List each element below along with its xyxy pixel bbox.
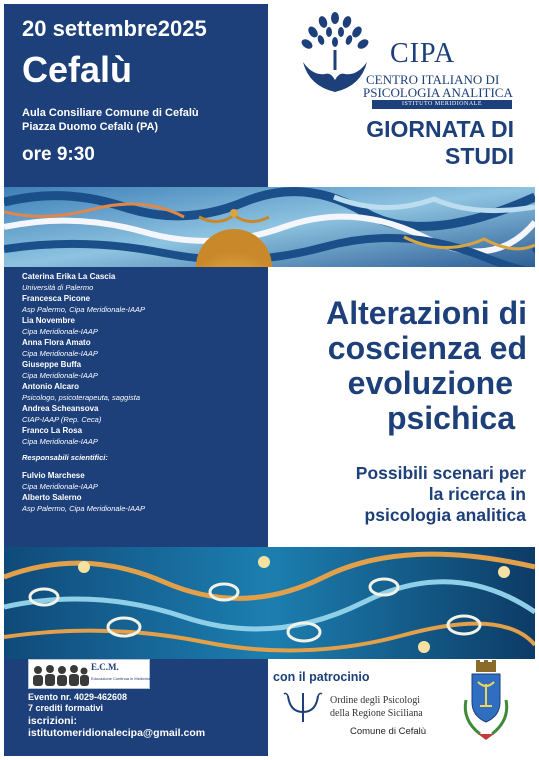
cipa-institute-bar: ISTITUTO MERIDIONALE: [372, 100, 512, 109]
speaker-item: [22, 293, 262, 315]
speaker-name: Lia Novembre: [22, 316, 75, 325]
comune-label: Comune di Cefalù: [350, 726, 427, 737]
event-city: Cefalù: [22, 49, 133, 90]
artwork-band-bottom: [4, 547, 535, 659]
event-type: [300, 116, 514, 170]
cipa-title: CIPA: [390, 38, 456, 69]
event-time: ore 9:30: [22, 144, 95, 165]
responsabile-affiliation: Asp Palermo, Cipa Meridionale-IAAP: [22, 504, 145, 513]
speaker-item: [22, 359, 262, 381]
responsabile-item: [22, 470, 262, 492]
main-title-line-1: Alterazioni di: [326, 295, 527, 331]
speaker-item: [22, 337, 262, 359]
speaker-name: Caterina Erika La Cascia: [22, 272, 116, 281]
patronage-label: con il patrocinio: [273, 670, 370, 684]
event-type-line-1: GIORNATA DI: [366, 116, 514, 142]
speaker-item: [22, 403, 262, 425]
speaker-affiliation: Cipa Meridionale-IAAP: [22, 371, 98, 380]
iscrizioni-email[interactable]: istitutomeridionalecipa@gmail.com: [28, 727, 206, 739]
ecm-people-icon: [31, 662, 89, 686]
speaker-item: [22, 381, 262, 403]
main-title: [265, 296, 527, 436]
responsabile-name: Alberto Salerno: [22, 493, 82, 502]
speaker-affiliation: Cipa Meridionale-IAAP: [22, 437, 98, 446]
ordine-line-1: Ordine degli Psicologi: [330, 695, 420, 706]
speaker-affiliation: Asp Palermo, Cipa Meridionale-IAAP: [22, 305, 145, 314]
speaker-item: [22, 425, 262, 447]
subtitle-line-2: la ricerca in: [428, 484, 526, 504]
responsabile-name: Fulvio Marchese: [22, 471, 85, 480]
event-date: 20 settembre2025: [22, 16, 207, 41]
ecm-logo-small-text: Educazione Continua in Medicina: [91, 676, 151, 681]
ordine-line-2: della Regione Siciliana: [330, 708, 423, 719]
speaker-name: Franco La Rosa: [22, 426, 83, 435]
speaker-affiliation: CIAP-IAAP (Rep. Ceca): [22, 415, 102, 424]
main-title-line-3: evoluzione: [347, 365, 513, 401]
subtitle-line-3: psicologia analitica: [364, 505, 526, 525]
responsabile-affiliation: Cipa Meridionale-IAAP: [22, 482, 98, 491]
main-title-line-2: coscienza ed: [327, 330, 527, 366]
venue-line-2: Piazza Duomo Cefalù (PA): [22, 121, 159, 133]
speaker-affiliation: Cipa Meridionale-IAAP: [22, 327, 98, 336]
iscrizioni-label: iscrizioni:: [28, 715, 78, 727]
subtitle-line-1: Possibili scenari per: [355, 463, 526, 483]
artwork-top-image: [4, 187, 535, 267]
responsabile-item: [22, 492, 262, 514]
ecm-logo-text: E.C.M.: [91, 662, 119, 672]
ecm-logo: [28, 659, 150, 689]
artwork-band-top: [4, 187, 535, 267]
subtitle: [290, 463, 526, 526]
speaker-item: [22, 271, 262, 293]
cipa-subtitle-line-1: CENTRO ITALIANO DI: [366, 72, 500, 87]
cipa-subtitle-line-2: PSICOLOGIA ANALITICA: [363, 85, 513, 100]
speaker-affiliation: Cipa Meridionale-IAAP: [22, 349, 98, 358]
cefalu-crest-icon: [460, 660, 512, 742]
speaker-affiliation: Università di Palermo: [22, 283, 94, 292]
speaker-name: Andrea Scheansova: [22, 404, 99, 413]
psi-icon: [282, 690, 324, 724]
speaker-name: Antonio Alcaro: [22, 382, 80, 391]
venue-line-1: Aula Consiliare Comune di Cefalù: [22, 107, 199, 119]
speaker-item: [22, 315, 262, 337]
speaker-name: Giuseppe Buffa: [22, 360, 82, 369]
ecm-event-number: Evento nr. 4029-462608: [28, 692, 128, 702]
main-title-line-4: psichica: [386, 400, 515, 436]
artwork-bottom-image: [4, 547, 535, 659]
speaker-name: Francesca Picone: [22, 294, 91, 303]
ecm-credits: 7 crediti formativi: [28, 703, 104, 713]
speaker-affiliation: Psicologo, psicoterapeuta, saggista: [22, 393, 140, 402]
event-type-line-2: STUDI: [445, 143, 514, 169]
speakers-list: [22, 271, 262, 514]
responsabili-label: Responsabili scientifici:: [22, 453, 108, 462]
speaker-name: Anna Flora Amato: [22, 338, 91, 347]
